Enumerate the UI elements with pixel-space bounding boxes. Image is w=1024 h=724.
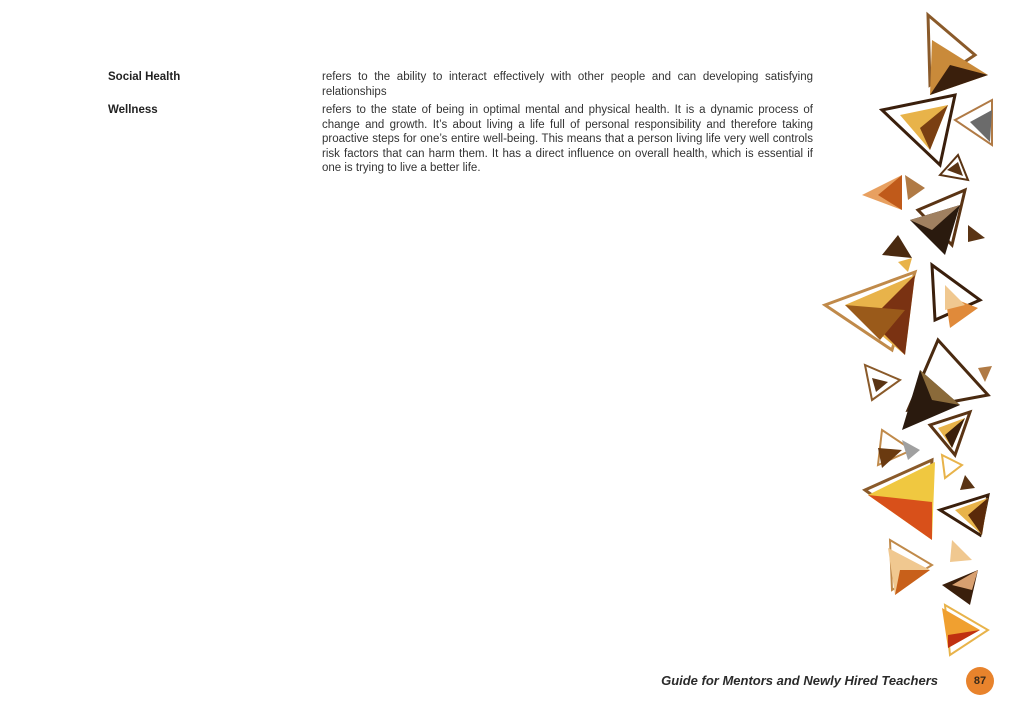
triangle-decoration	[878, 448, 902, 468]
triangle-decoration	[868, 495, 932, 540]
triangle-decoration	[882, 235, 912, 258]
triangle-decoration	[942, 455, 962, 478]
glossary-entry	[108, 70, 814, 99]
triangle-decoration	[895, 570, 930, 595]
page-number: 87	[966, 667, 994, 695]
triangle-decoration	[902, 440, 920, 460]
triangle-decoration	[898, 258, 912, 272]
triangle-decoration	[960, 475, 975, 490]
glossary-definition: refers to the state of being in optimal mental and physical health. It is a dynamic process of change and growth. It’s about living a life full of personal responsibility and therefore taking proactive steps for one’s entire well-being. This means that a person living life very well controls risk factors that can harm them. It has a direct influence on overall health, which is essential if one is trying to live a better life.	[322, 104, 813, 174]
footer-title: Guide for Mentors and Newly Hired Teachers	[661, 673, 938, 688]
triangle-decoration	[905, 175, 925, 200]
glossary-term: Social Health	[108, 71, 181, 83]
glossary-list	[108, 70, 814, 180]
glossary-entry	[108, 103, 814, 176]
triangle-decoration	[978, 366, 992, 382]
triangle-decoration	[968, 225, 985, 242]
glossary-definition: refers to the ability to interact effectively with other people and can developing satisfying relationships	[322, 71, 813, 98]
triangle-decoration	[950, 540, 972, 562]
glossary-term: Wellness	[108, 104, 158, 116]
decorative-triangles	[820, 10, 1024, 660]
